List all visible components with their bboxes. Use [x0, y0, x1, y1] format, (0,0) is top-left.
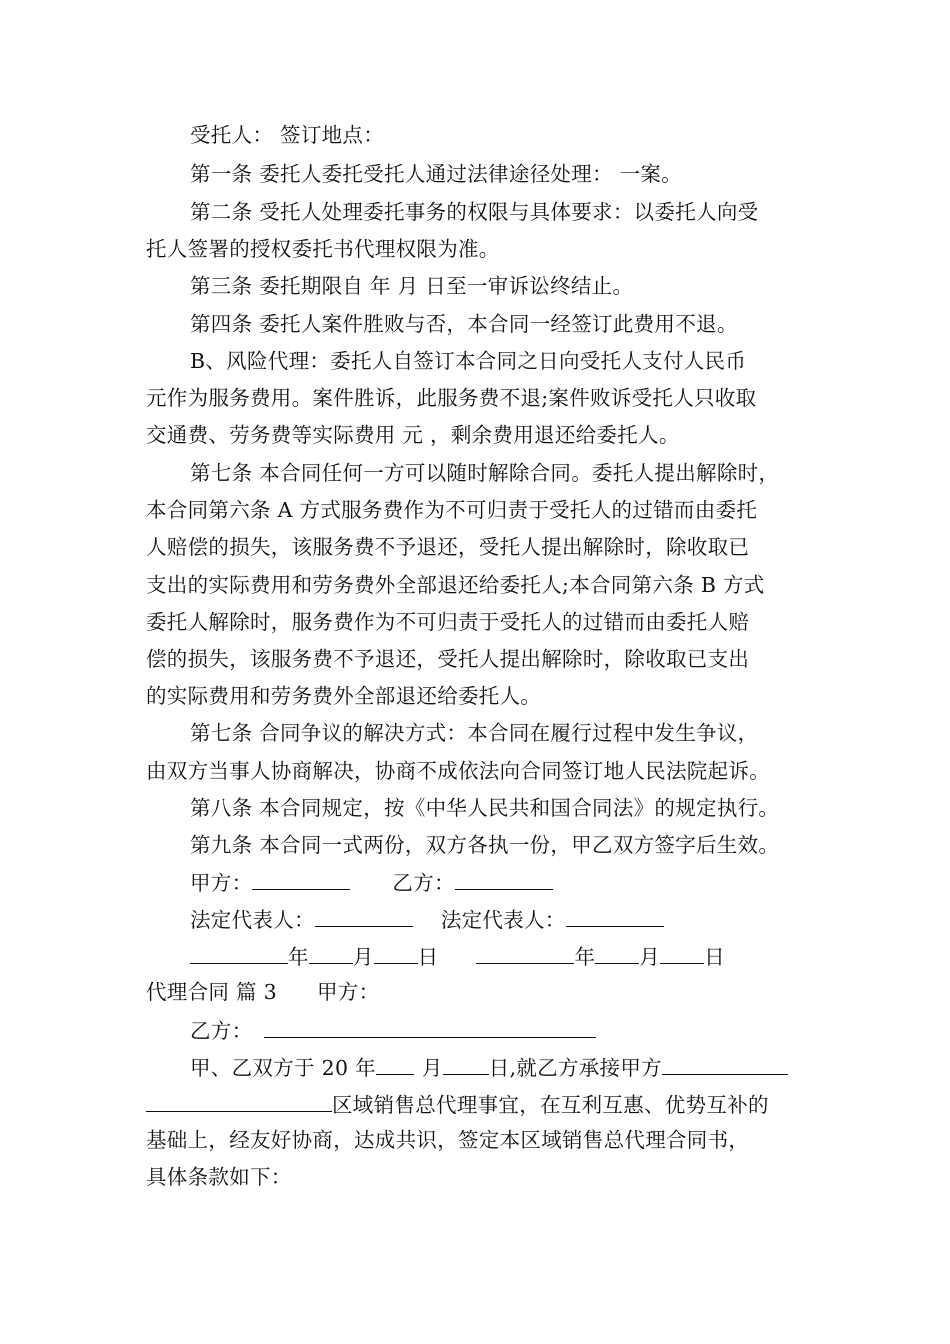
paragraph-line: 托人签署的授权委托书代理权限为准。 — [146, 237, 500, 261]
paragraph-line: 第七条 合同争议的解决方式：本合同在履行过程中发生争议， — [190, 721, 759, 745]
year-label: 年 — [288, 945, 309, 969]
paragraph-line: 第四条 委托人案件胜败与否，本合同一经签订此费用不退。 — [190, 312, 738, 336]
paragraph-line: B、风险代理：委托人自签订本合同之日向受托人支付人民币 — [190, 349, 747, 373]
party-b-label: 乙方： — [392, 871, 455, 895]
paragraph-line: 偿的损失，该服务费不予退还，受托人提出解除时，除收取已支出 — [146, 647, 750, 671]
month-label: 月 — [352, 945, 374, 969]
intro-text: 日,就乙方承接甲方 — [488, 1056, 662, 1080]
year-label: 年 — [574, 945, 596, 969]
paragraph-line: 第七条 本合同任何一方可以随时解除合同。委托人提出解除时， — [190, 461, 780, 485]
paragraph-line: 本合同第六条 A 方式服务费作为不可归责于受托人的过错而由委托 — [146, 498, 758, 522]
paragraph-line: 基础上，经友好协商，达成共识，签定本区域销售总代理合同书， — [146, 1128, 750, 1152]
signature-row-dates — [190, 941, 725, 971]
paragraph-line — [190, 1052, 788, 1082]
product-blank — [662, 1052, 788, 1075]
paragraph-line: 受托人： 签订地点： — [190, 123, 385, 147]
party-b-label: 乙方： — [190, 1019, 253, 1043]
party-a-label: 甲方： — [190, 871, 253, 895]
paragraph-line: 支出的实际费用和劳务费外全部退还给委托人;本合同第六条 B 方式 — [146, 573, 765, 597]
intro-text: 甲、乙双方于 20 年 — [190, 1056, 376, 1080]
paragraph-line: 元作为服务费用。案件胜诉，此服务费不退;案件败诉受托人只收取 — [146, 386, 757, 410]
day-label: 日 — [417, 945, 439, 969]
month-label: 月 — [639, 945, 661, 969]
paragraph-line: 具体条款如下： — [146, 1165, 292, 1189]
day-blank — [443, 1052, 489, 1075]
rep-b-label: 法定代表人： — [440, 908, 566, 932]
paragraph-line: 人赔偿的损失，该服务费不予退还，受托人提出解除时，除收取已 — [146, 535, 750, 559]
rep-b-blank — [566, 904, 664, 927]
paragraph-line: 由双方当事人协商解决，协商不成依法向合同签订地人民法院起诉。 — [146, 759, 770, 783]
party-b-blank — [455, 867, 553, 890]
year-b-blank — [476, 941, 574, 964]
paragraph-line: 委托人解除时，服务费作为不可归责于受托人的过错而由委托人赔 — [146, 610, 750, 634]
rep-a-blank — [315, 904, 413, 927]
paragraph-line: 第九条 本合同一式两份，双方各执一份，甲乙双方签字后生效。 — [190, 833, 780, 857]
party-b-blank — [264, 1015, 596, 1038]
paragraph-line: 第三条 委托期限自 年 月 日至一审诉讼终结止。 — [190, 274, 634, 298]
paragraph-line — [146, 1089, 769, 1119]
year-a-blank — [190, 941, 288, 964]
day-label: 日 — [704, 945, 725, 969]
signature-row-parties — [190, 867, 553, 897]
month-b-blank — [595, 941, 639, 964]
paragraph-line: 第八条 本合同规定，按《中华人民共和国合同法》的规定执行。 — [190, 796, 780, 820]
section-heading-row — [146, 978, 379, 1006]
section-heading: 代理合同 篇 3 — [146, 980, 277, 1004]
party-b-row — [190, 1015, 596, 1045]
month-blank — [376, 1052, 414, 1075]
party-a-label: 甲方： — [316, 980, 380, 1004]
month-a-blank — [309, 941, 353, 964]
paragraph-line: 第一条 委托人委托受托人通过法律途径处理： 一案。 — [190, 162, 683, 186]
day-b-blank — [660, 941, 704, 964]
rep-a-label: 法定代表人： — [190, 908, 315, 932]
intro-text: 区域销售总代理事宜，在互利互惠、优势互补的 — [332, 1093, 769, 1117]
party-a-blank — [252, 867, 350, 890]
day-a-blank — [374, 941, 418, 964]
signature-row-reps — [190, 904, 664, 934]
intro-text: 月 — [421, 1056, 443, 1080]
paragraph-line: 的实际费用和劳务费外全部退还给委托人。 — [146, 684, 542, 708]
paragraph-line: 第二条 受托人处理委托事务的权限与具体要求：以委托人向受 — [190, 200, 759, 224]
paragraph-line: 交通费、劳务费等实际费用 元 ，剩余费用退还给委托人。 — [146, 423, 680, 447]
region-blank — [146, 1089, 332, 1112]
